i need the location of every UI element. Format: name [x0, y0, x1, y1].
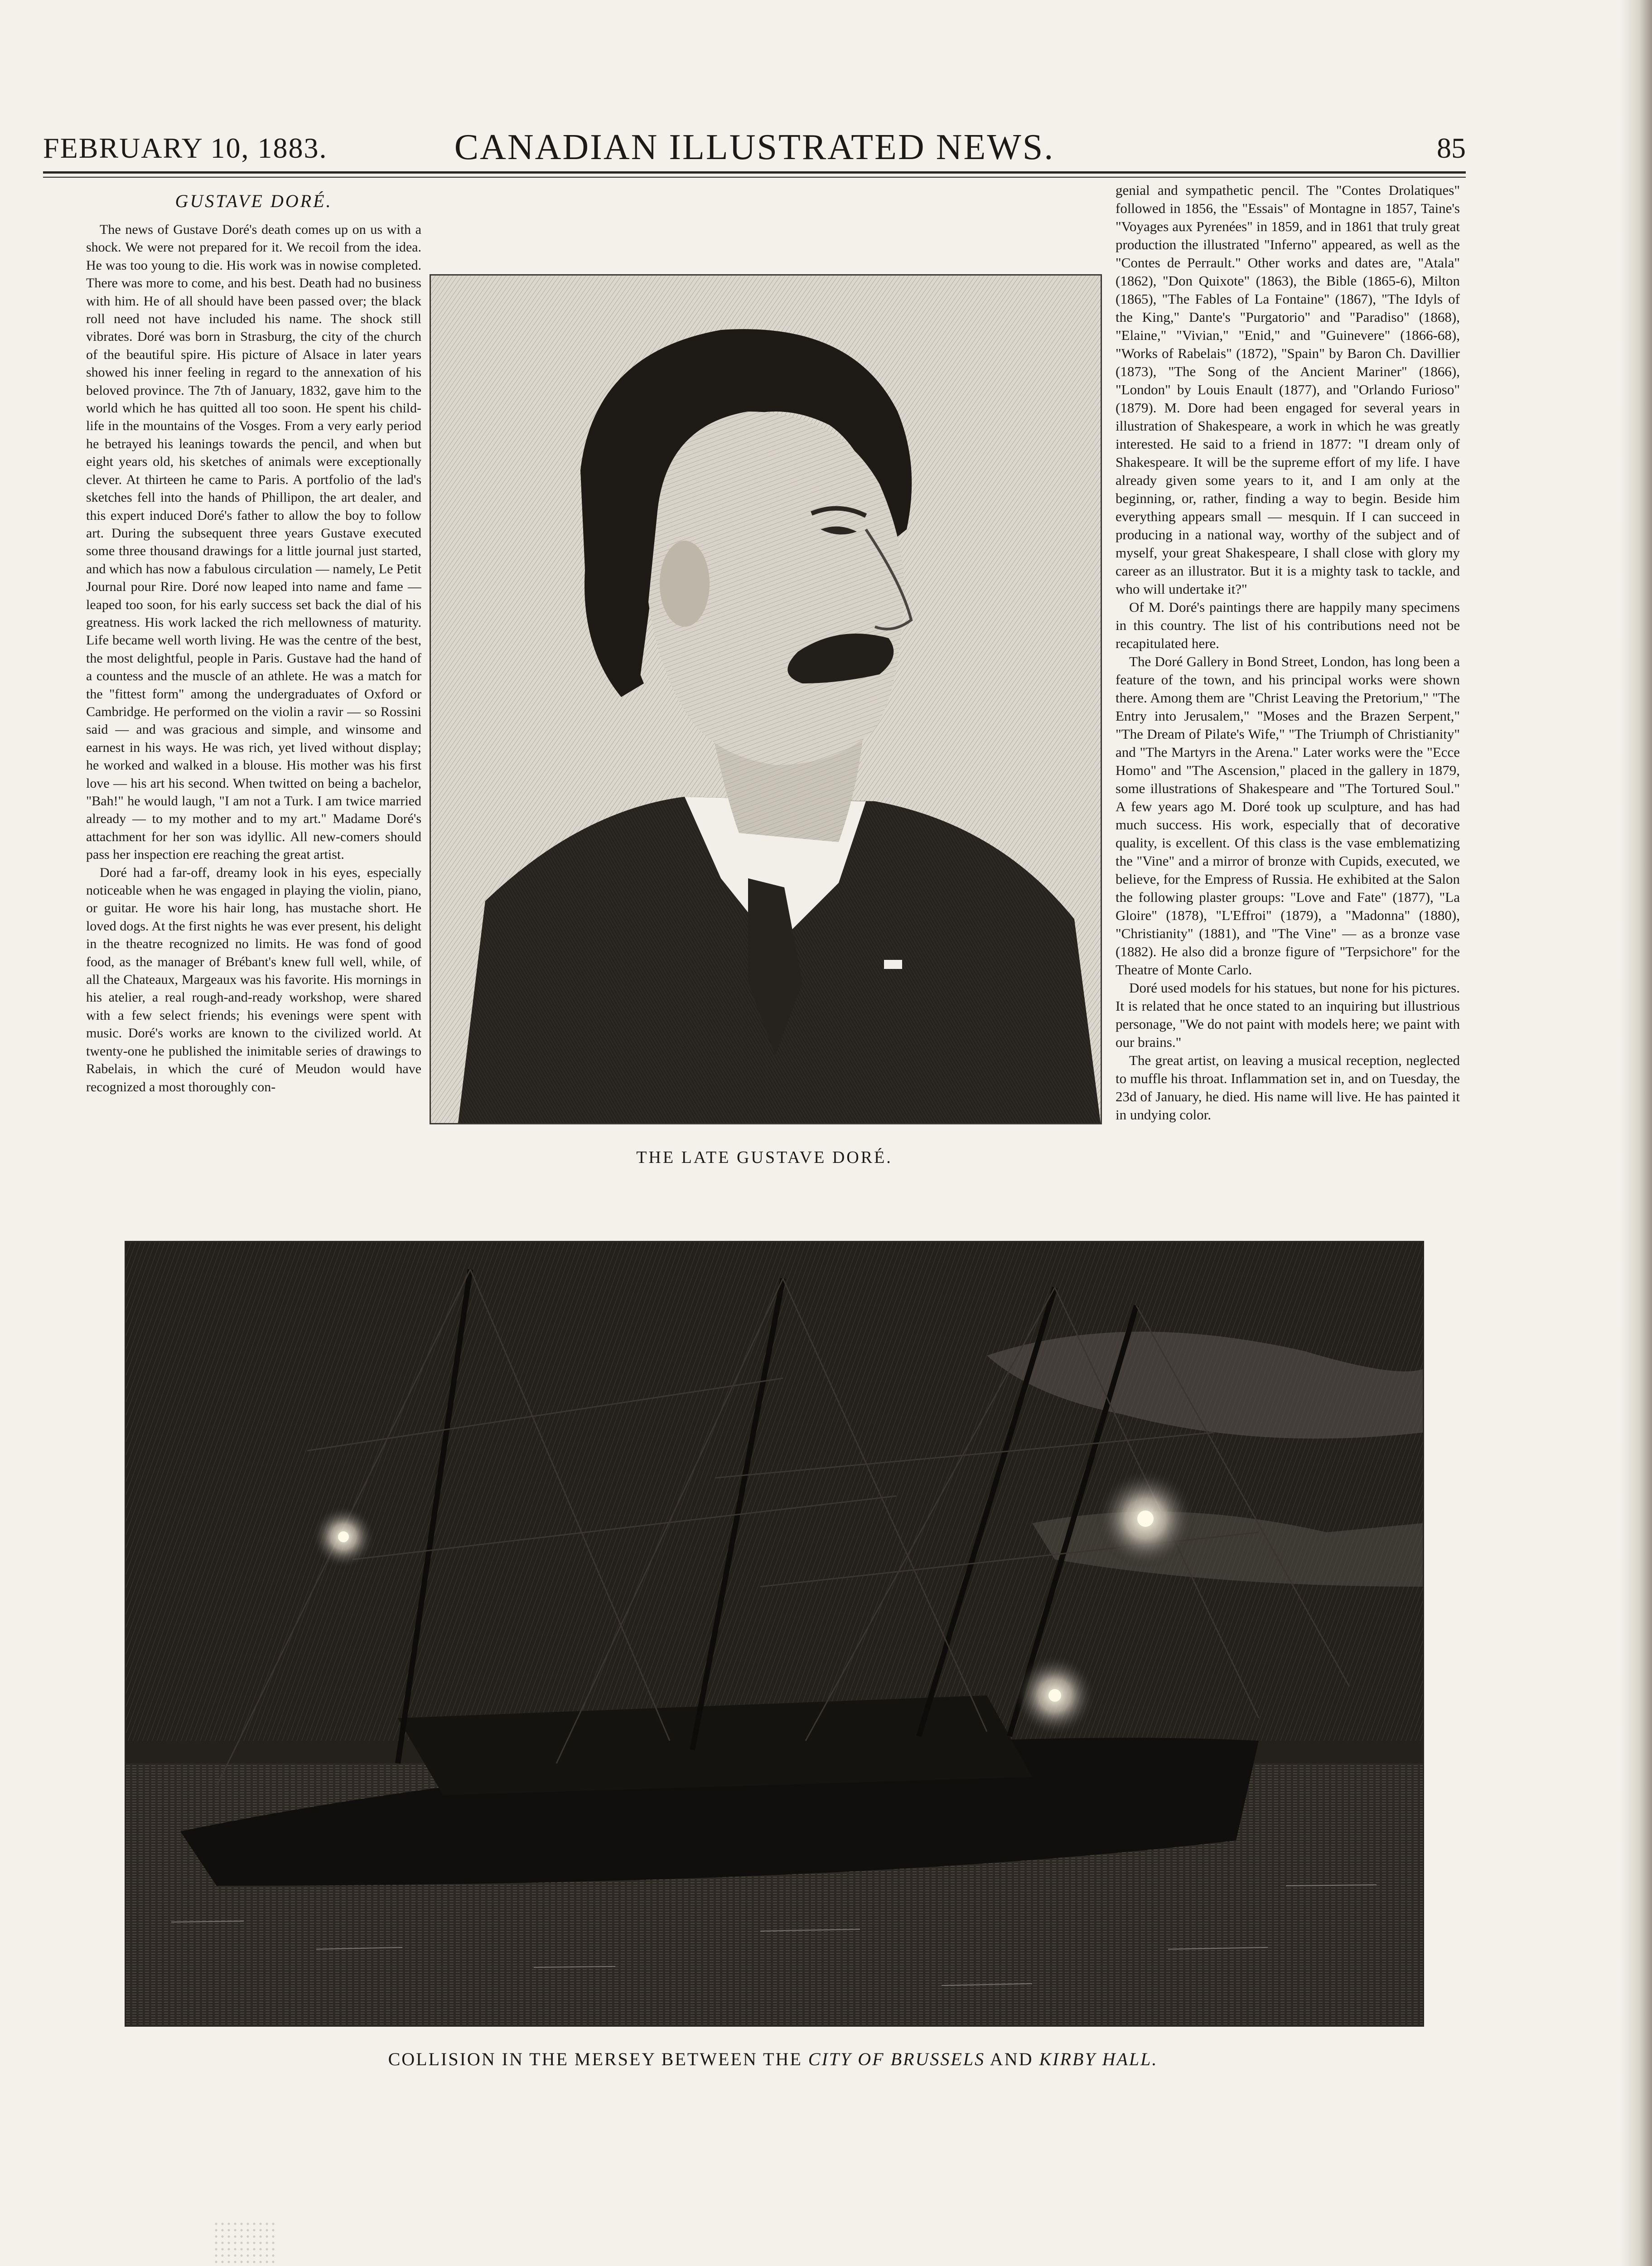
header-rule-thin — [43, 177, 1466, 178]
article-right-column — [1116, 181, 1460, 1196]
article-paragraph: genial and sympathetic pencil. The "Contes Drolatiques" followed in 1856, the "Essais" of Montagne in 1857, Taine's "Voyages aux Pyrenées" in 1859, and in 1861 that truly great production the illustrated "Inferno" appeared, as well as the "Contes de Perrault." Other works and dates are, "Atala" (1862), "Don Quixote" (1863), the Bible (1865-6), Milton (1865), "The Fables of La Fontaine" (1867), "The Idyls of the King," Dante's "Purgatorio" and "Paradiso" (1868), "Elaine," "Vivian," "Enid," and "Guinevere" (1866-68), "Works of Rabelais" (1872), "Spain" by Baron Ch. Davillier (1873), "The Song of the Ancient Mariner" (1866), "London" by Louis Enault (1877), and "Orlando Furioso" (1879). M. Dore had been engaged for several years in illustration of Shakespeare, a work in which he was greatly interested. He said to a friend in 1877: "I dream only of Shakespeare. It will be the supreme effort of my life. I have already given some years to it, and I am only at the beginning, or, rather, finding a way to begin. Beside him everything appears small — mesquin. If I can succeed in producing in a national way, worthy of the subject and of myself, your great Shakespeare, I shall close with glory my career as an illustrator. But it is a mighty task to tackle, and who will undertake it?" — [1116, 182, 1460, 597]
issue-date: FEBRUARY 10, 1883. — [43, 132, 328, 164]
ship-name-kirby-hall: KIRBY HALL. — [1039, 2049, 1158, 2069]
masthead — [43, 127, 1466, 168]
article-paragraph: The Doré Gallery in Bond Street, London, has long been a feature of the town, and his principal works were shown there. Among them are "Christ Leaving the Pretorium," "The Entry into Jerusalem," "Moses and the Brazen Serpent," "The Dream of Pilate's Wife," "The Triumph of Christianity" and "The Martyrs in the Arena." Later works were the "Ecce Homo" and "The Ascension," placed in the gallery in 1879, some illustrations of Shakespeare and "The Tortured Soul." A few years ago M. Doré took up sculpture, and has had much success. His work, especially that of decorative quality, is excellent. Of this class is the vase emblematizing the "Vine" and a mirror of bronze with Cupids, executed, we believe, for the Empress of Russia. He exhibited at the Salon the following plaster groups: "Love and Fate" (1877), "La Gloire" (1878), "L'Effroi" (1879), a "Madonna" (1880), "Christianity" (1881), and "The Vine" — as a bronze vase (1882). He also did a bronze figure of "Terpsichore" for the Theatre of Monte Carlo. — [1116, 654, 1460, 978]
ship-collision-illustration — [126, 1242, 1423, 2025]
caption-text: COLLISION IN THE MERSEY BETWEEN THE — [388, 2049, 808, 2069]
article-left-column — [86, 190, 421, 1183]
portrait-caption: THE LATE GUSTAVE DORÉ. — [636, 1148, 893, 1167]
print-speckle — [213, 2221, 276, 2266]
article-paragraph: Of M. Doré's paintings there are happily many specimens in this country. The list of his contributions need not be recapitulated here. — [1116, 599, 1460, 651]
ship-collision-engraving — [125, 1241, 1424, 2027]
ship-collision-caption — [125, 2048, 1421, 2070]
portrait-engraving — [430, 274, 1102, 1124]
article-paragraph: The great artist, on leaving a musical reception, neglected to muffle his throat. Inflammation set in, and on Tuesday, the 23d of January, he died. His name will live. He has painted it in undying color. — [1116, 1052, 1460, 1123]
article-paragraph: The news of Gustave Doré's death comes up on us with a shock. We were not prepared for it. We recoil from the idea. He was too young to die. His work was in nowise completed. There was more to come, and his best. Death had no business with him. He of all should have been passed over; the black roll need not have included his name. The shock still vibrates. Doré was born in Strasburg, the city of the church of the beautiful spire. His picture of Alsace in later years showed his inner feeling in regard to the annexation of his beloved province. The 7th of January, 1832, gave him to the world which he has quitted all too soon. He spent his child-life in the mountains of the Vosges. From a very early period he betrayed his leanings towards the pencil, and when but eight years old, his sketches of animals were exceptionally clever. At thirteen he came to Paris. A portfolio of the lad's sketches fell into the hands of Phillipon, the art dealer, and this expert induced Doré's father to allow the boy to follow art. During the subsequent three years Gustave executed some three thousand drawings for a little journal just started, and which has now a fabulous circulation — namely, Le Petit Journal pour Rire. Doré now leaped into name and fame — leaped too soon, for his early success set back the dial of his greatness. His work lacked the rich mellowness of maturity. Life became well worth living. He was the centre of the best, the most delightful, people in Paris. Gustave had the hand of a countess and the muscle of an athlete. He was a match for the "fittest form" among the undergraduates of Oxford or Cambridge. He performed on the violin a ravir — so Rossini said — and was gracious and simple, and winsome and earnest in his ways. He was rich, yet lived without display; he worked and walked in a blouse. His mother was his first love — his art his second. When twitted on being a bachelor, "Bah!" he would laugh, "I am not a Turk. I am twice married already — to my mother and to my art." Madame Doré's attachment for her son was idyllic. All new-comers should pass her inspection ere reaching the great artist. — [86, 222, 421, 862]
caption-conjunction: AND — [985, 2049, 1039, 2069]
portrait-illustration — [431, 276, 1101, 1123]
page-number: 85 — [1437, 132, 1466, 164]
header-rule-thick — [43, 171, 1466, 174]
article-paragraph: Doré used models for his statues, but none for his pictures. It is related that he once stated to an inquiring but illustrious personage, "We do not paint with models here; we paint with our brains." — [1116, 980, 1460, 1050]
binding-edge — [1620, 0, 1652, 2266]
article-heading: GUSTAVE DORÉ. — [175, 191, 333, 211]
ship-name-city-of-brussels: CITY OF BRUSSELS — [808, 2049, 985, 2069]
newspaper-title: CANADIAN ILLUSTRATED NEWS. — [454, 127, 1055, 167]
article-paragraph: Doré had a far-off, dreamy look in his eyes, especially noticeable when he was engaged in playing the violin, piano, or guitar. He wore his hair long, has mustache short. He loved dogs. At the first nights he was ever present, his delight in the theatre recognized no limits. He was fond of good food, as the manager of Brébant's knew full well, while, of all the Chateaux, Margeaux was his favorite. His mornings in his atelier, a real rough-and-ready workshop, were shared with a few select friends; his evenings were spent with music. Doré's works are known to the civilized world. At twenty-one he published the inimitable series of drawings to Rabelais, in which the curé of Meudon would have recognized a most thoroughly con- — [86, 865, 421, 1094]
